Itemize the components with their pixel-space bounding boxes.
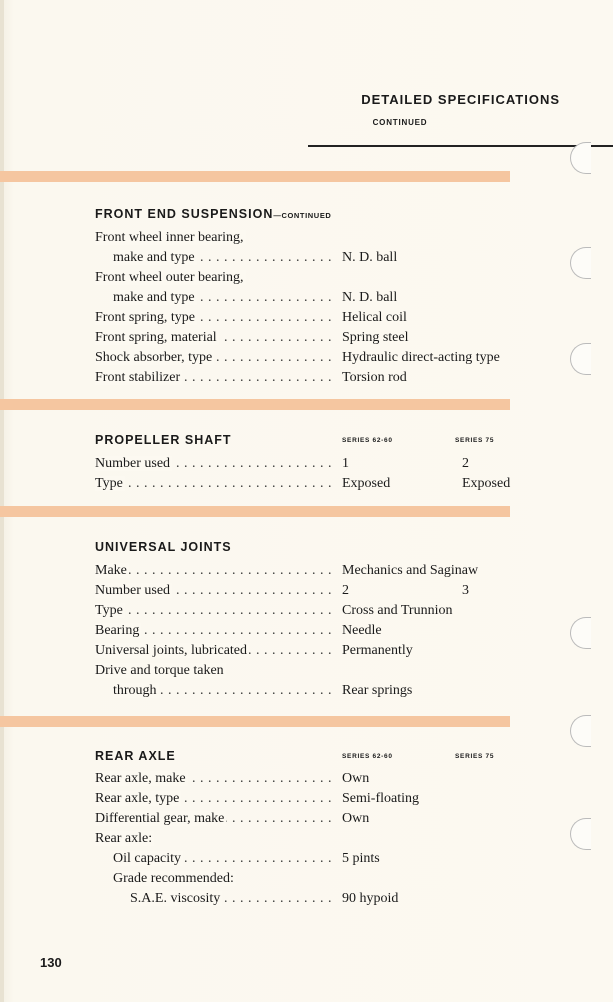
- index-tab[interactable]: [570, 617, 591, 649]
- spec-label: Rear axle:: [95, 831, 153, 846]
- spec-value: Cross and Trunnion: [342, 603, 453, 618]
- column-header-series-62-60: SERIES 62-60: [342, 753, 393, 760]
- spec-label: Front wheel outer bearing,: [95, 270, 244, 285]
- spec-value: Rear springs: [342, 683, 413, 698]
- spec-label: Type . . .: [95, 474, 332, 494]
- page-title: DETAILED SPECIFICATIONS: [361, 92, 560, 107]
- spec-value: Mechanics and Saginaw: [342, 563, 479, 578]
- index-tab[interactable]: [570, 715, 591, 747]
- spec-value: 2: [462, 456, 469, 471]
- section-title-text: FRONT END SUSPENSION: [95, 207, 274, 221]
- section-title-propeller-shaft: PROPELLER SHAFT: [95, 433, 232, 447]
- spec-label: Drive and torque taken: [95, 663, 224, 678]
- page-binding-edge: [0, 0, 4, 1002]
- index-tab[interactable]: [570, 343, 591, 375]
- spec-label: Make . . .: [95, 561, 332, 581]
- spec-value: Own: [342, 811, 370, 826]
- spec-label: Grade recommended:: [113, 871, 234, 886]
- spec-value: 5 pints: [342, 851, 380, 866]
- spec-value: Needle: [342, 623, 382, 638]
- spec-value: Helical coil: [342, 310, 407, 325]
- section-title-suffix: —CONTINUED: [273, 211, 332, 220]
- index-tab[interactable]: [570, 247, 591, 279]
- page-subtitle: CONTINUED: [372, 118, 428, 127]
- spec-value: 2: [342, 583, 349, 598]
- index-tab[interactable]: [570, 142, 591, 174]
- column-header-series-75: SERIES 75: [455, 753, 495, 760]
- spec-label: Type . . .: [95, 601, 332, 621]
- section-divider-band: [0, 716, 510, 727]
- column-header-series-62-60: SERIES 62-60: [342, 437, 393, 444]
- spec-value: Semi-floating: [342, 791, 419, 806]
- spec-label: Front stabilizer . . .: [95, 368, 332, 388]
- spec-label: S.A.E. viscosity . . .: [130, 889, 332, 909]
- spec-value: 3: [462, 583, 469, 598]
- spec-label: Number used . . .: [95, 581, 332, 601]
- spec-value: Permanently: [342, 643, 413, 658]
- section-title-rear-axle: REAR AXLE: [95, 749, 176, 763]
- page-number: 130: [40, 955, 62, 970]
- spec-value: 1: [342, 456, 349, 471]
- spec-value: Own: [342, 771, 370, 786]
- spec-label: Front spring, material . . .: [95, 328, 332, 348]
- spec-label: make and type . . .: [113, 248, 332, 268]
- spec-label: Oil capacity . . .: [113, 849, 332, 869]
- section-title-front-end: [95, 207, 331, 221]
- spec-label: Shock absorber, type . . .: [95, 348, 332, 368]
- spec-label: Rear axle, make . . .: [95, 769, 332, 789]
- spec-value: N. D. ball: [342, 290, 398, 305]
- spec-label: Differential gear, make . . .: [95, 809, 332, 829]
- section-divider-band: [0, 399, 510, 410]
- spec-value: Hydraulic direct-acting type: [342, 350, 500, 365]
- spec-label: Universal joints, lubricated . . .: [95, 641, 332, 661]
- header-rule: [308, 145, 613, 147]
- spec-value: Exposed: [342, 476, 391, 491]
- spec-label: Number used . . .: [95, 454, 332, 474]
- spec-label: make and type . . .: [113, 288, 332, 308]
- column-header-series-75: SERIES 75: [455, 437, 495, 444]
- spec-value: Spring steel: [342, 330, 409, 345]
- spec-label: Bearing . . .: [95, 621, 332, 641]
- section-title-universal-joints: UNIVERSAL JOINTS: [95, 540, 232, 554]
- index-tab[interactable]: [570, 818, 591, 850]
- spec-value: N. D. ball: [342, 250, 398, 265]
- section-divider-band: [0, 506, 510, 517]
- spec-label: Front wheel inner bearing,: [95, 230, 244, 245]
- spec-value: Torsion rod: [342, 370, 407, 385]
- section-divider-band: [0, 171, 510, 182]
- spec-value: Exposed: [462, 476, 511, 491]
- spec-value: 90 hypoid: [342, 891, 399, 906]
- spec-label: through . . .: [113, 681, 332, 701]
- spec-label: Rear axle, type . . .: [95, 789, 332, 809]
- spec-label: Front spring, type . . .: [95, 308, 332, 328]
